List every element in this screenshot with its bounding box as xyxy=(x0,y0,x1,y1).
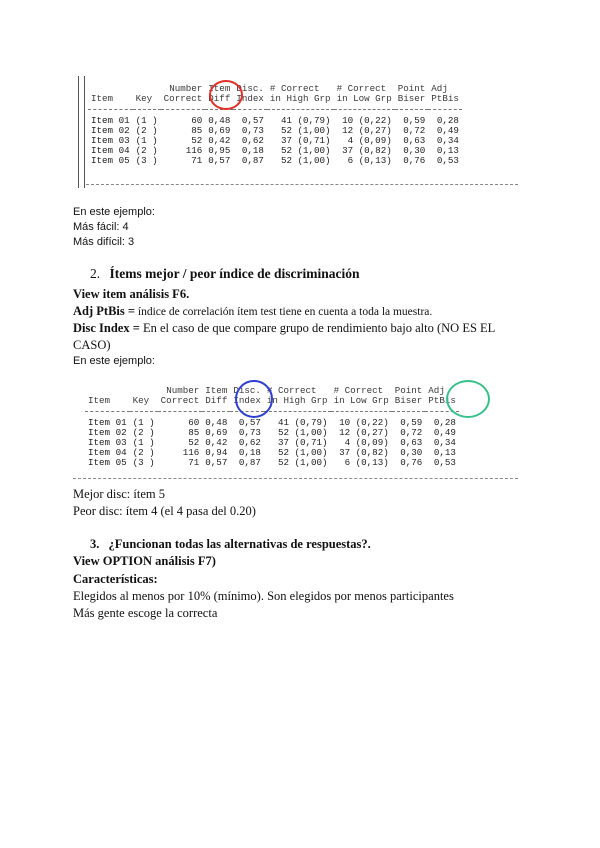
example-1-intro: En este ejemplo: xyxy=(73,206,155,218)
cell-item: Item 04 xyxy=(88,447,127,458)
cell-disc-index: 0,73 xyxy=(238,427,261,438)
table-row xyxy=(88,156,462,166)
cell-key: (1 ) xyxy=(132,417,155,428)
diff-highlight-circle xyxy=(209,80,243,110)
cell-key: (1 ) xyxy=(135,115,158,126)
header-cell: Diff xyxy=(205,395,228,406)
cell-adj-ptbis: 0,49 xyxy=(436,125,459,136)
cell-number-correct: 85 xyxy=(188,427,200,438)
table-bottom-line xyxy=(86,184,518,185)
cell-item-diff: 0,69 xyxy=(205,427,228,438)
cell-adj-ptbis: 0,13 xyxy=(433,447,456,458)
header-cell: Item xyxy=(205,385,228,396)
cell-item: Item 04 xyxy=(91,145,130,156)
cell-adj-ptbis: 0,13 xyxy=(436,145,459,156)
cell-number-correct: 71 xyxy=(191,155,203,166)
adj-ptbis-label: Adj PtBis = xyxy=(73,304,135,318)
cell-item-diff: 0,57 xyxy=(208,155,231,166)
header-cell: Correct xyxy=(163,93,203,104)
header-cell: Key xyxy=(135,93,153,104)
cell-adj-ptbis: 0,28 xyxy=(436,115,459,126)
disc-index-definition xyxy=(73,321,495,336)
cell-disc-index: 0,62 xyxy=(241,135,264,146)
cell-adj-ptbis: 0,34 xyxy=(433,437,456,448)
cell-key: (2 ) xyxy=(132,427,155,438)
header-cell: Disc. xyxy=(233,385,261,396)
cell-adj-ptbis: 0,28 xyxy=(433,417,456,428)
adj-ptbis-highlight-circle xyxy=(446,380,490,418)
cell-number-correct: 85 xyxy=(191,125,203,136)
cell-number-correct: 60 xyxy=(191,115,203,126)
cell-disc-index: 0,18 xyxy=(238,447,261,458)
disc-index-label: Disc Index = xyxy=(73,321,140,335)
disc-index-text: En el caso de que compare grupo de rendimiento bajo alto (NO ES EL xyxy=(139,321,496,335)
worst-disc-item: Peor disc: ítem 4 (el 4 pasa del 0.20) xyxy=(73,504,256,518)
cell-key: (1 ) xyxy=(132,437,155,448)
section-2-title: Ítems mejor / peor índice de discriminación xyxy=(109,266,360,281)
header-cell: Index xyxy=(233,395,261,406)
cell-low-grp: 10 (0,22) xyxy=(339,417,389,428)
table-bottom-line xyxy=(73,478,518,479)
header-cell: Correct xyxy=(160,395,200,406)
cell-disc-index: 0,87 xyxy=(238,457,261,468)
cell-number-correct: 52 xyxy=(188,437,200,448)
cell-key: (1 ) xyxy=(135,135,158,146)
cell-adj-ptbis: 0,53 xyxy=(433,457,456,468)
cell-number-correct: 52 xyxy=(191,135,203,146)
header-cell: # Correct xyxy=(333,385,384,396)
cell-item: Item 02 xyxy=(88,427,127,438)
cell-disc-index: 0,57 xyxy=(241,115,264,126)
cell-item-diff: 0,94 xyxy=(205,447,228,458)
header-cell: Adj xyxy=(431,83,448,94)
header-cell: in High Grp xyxy=(266,395,328,406)
cell-key: (3 ) xyxy=(132,457,155,468)
header-cell: Item xyxy=(91,93,114,104)
example-2-intro: En este ejemplo: xyxy=(73,355,155,367)
header-cell: in Low Grp xyxy=(333,395,389,406)
cell-low-grp: 12 (0,27) xyxy=(342,125,392,136)
cell-low-grp: 4 (0,09) xyxy=(344,437,389,448)
header-cell: Diff xyxy=(208,93,231,104)
header-cell: Item xyxy=(208,83,231,94)
features-line-1: Elegidos al menos por 10% (mínimo). Son elegidos por menos participantes xyxy=(73,589,454,603)
cell-number-correct: 116 xyxy=(185,145,203,156)
header-cell: Biser xyxy=(394,395,423,406)
cell-item: Item 01 xyxy=(91,115,130,126)
cell-adj-ptbis: 0,53 xyxy=(436,155,459,166)
section-2-number: 2. xyxy=(90,266,101,281)
cell-high-grp: 37 (0,71) xyxy=(280,135,331,146)
cell-item-diff: 0,69 xyxy=(208,125,231,136)
cell-disc-index: 0,87 xyxy=(241,155,264,166)
header-cell: in Low Grp xyxy=(336,93,392,104)
header-cell: PtBis xyxy=(428,395,456,406)
section-3-heading xyxy=(90,537,371,552)
header-cell: PtBis xyxy=(431,93,459,104)
adj-ptbis-definition xyxy=(73,304,432,319)
cell-low-grp: 37 (0,82) xyxy=(339,447,389,458)
features-label: Características: xyxy=(73,572,158,586)
cell-low-grp: 12 (0,27) xyxy=(339,427,389,438)
cell-high-grp: 52 (1,00) xyxy=(277,457,328,468)
cell-high-grp: 52 (1,00) xyxy=(277,447,328,458)
cell-disc-index: 0,57 xyxy=(238,417,261,428)
cell-key: (2 ) xyxy=(135,145,158,156)
cell-low-grp: 10 (0,22) xyxy=(342,115,392,126)
disc-index-highlight-circle xyxy=(235,380,273,418)
cell-low-grp: 37 (0,82) xyxy=(342,145,392,156)
section-3-title: ¿Funcionan todas las alternativas de respuestas?. xyxy=(108,537,371,551)
cell-item-diff: 0,95 xyxy=(208,145,231,156)
section-2-view: View item análisis F6. xyxy=(73,287,190,301)
item-analysis-table-2 xyxy=(73,378,518,482)
header-cell: Point xyxy=(397,83,426,94)
header-cell: Disc. xyxy=(236,83,264,94)
item-analysis-table-1 xyxy=(78,76,518,188)
cell-number-correct: 71 xyxy=(188,457,200,468)
cell-point-biser: 0,72 xyxy=(403,125,426,136)
disc-index-definition-cont: CASO) xyxy=(73,338,111,352)
cell-high-grp: 52 (1,00) xyxy=(280,155,331,166)
cell-low-grp: 6 (0,13) xyxy=(344,457,389,468)
cell-adj-ptbis: 0,49 xyxy=(433,427,456,438)
cell-point-biser: 0,30 xyxy=(400,447,423,458)
cell-item: Item 05 xyxy=(88,457,127,468)
header-cell: # Correct xyxy=(336,83,387,94)
cell-item: Item 03 xyxy=(88,437,127,448)
cell-point-biser: 0,63 xyxy=(400,437,423,448)
cell-key: (2 ) xyxy=(132,447,155,458)
header-cell: Biser xyxy=(397,93,426,104)
header-cell: Adj xyxy=(428,385,445,396)
section-3-view: View OPTION análisis F7) xyxy=(73,554,216,568)
header-cell: Point xyxy=(394,385,423,396)
cell-number-correct: 60 xyxy=(188,417,200,428)
table-header-row-2 xyxy=(88,94,462,104)
header-cell: # Correct xyxy=(269,83,320,94)
cell-item-diff: 0,48 xyxy=(205,417,228,428)
cell-adj-ptbis: 0,34 xyxy=(436,135,459,146)
cell-low-grp: 4 (0,09) xyxy=(347,135,392,146)
example-1-easiest: Más fácil: 4 xyxy=(73,221,129,233)
header-cell: Item xyxy=(88,395,111,406)
cell-disc-index: 0,62 xyxy=(238,437,261,448)
header-cell: Number xyxy=(169,83,203,94)
cell-item: Item 03 xyxy=(91,135,130,146)
header-cell: Index xyxy=(236,93,264,104)
cell-disc-index: 0,73 xyxy=(241,125,264,136)
example-1-hardest: Más difícil: 3 xyxy=(73,236,135,248)
cell-high-grp: 52 (1,00) xyxy=(277,427,328,438)
header-cell: Number xyxy=(166,385,200,396)
cell-high-grp: 37 (0,71) xyxy=(277,437,328,448)
header-cell: # Correct xyxy=(266,385,317,396)
cell-item-diff: 0,57 xyxy=(205,457,228,468)
cell-key: (2 ) xyxy=(135,125,158,136)
cell-point-biser: 0,63 xyxy=(403,135,426,146)
table-row xyxy=(85,458,459,468)
cell-item: Item 01 xyxy=(88,417,127,428)
cell-point-biser: 0,59 xyxy=(400,417,423,428)
cell-point-biser: 0,76 xyxy=(400,457,423,468)
section-2-heading xyxy=(90,266,359,282)
cell-item: Item 05 xyxy=(91,155,130,166)
features-line-2: Más gente escoge la correcta xyxy=(73,606,218,620)
cell-point-biser: 0,72 xyxy=(400,427,423,438)
cell-low-grp: 6 (0,13) xyxy=(347,155,392,166)
cell-point-biser: 0,30 xyxy=(403,145,426,156)
header-cell: in High Grp xyxy=(269,93,331,104)
cell-high-grp: 52 (1,00) xyxy=(280,145,331,156)
table-left-border xyxy=(78,76,85,188)
cell-item-diff: 0,42 xyxy=(205,437,228,448)
cell-high-grp: 52 (1,00) xyxy=(280,125,331,136)
adj-ptbis-text: índice de correlación ítem test tiene en cuenta a toda la muestra. xyxy=(135,306,433,318)
cell-high-grp: 41 (0,79) xyxy=(280,115,331,126)
cell-high-grp: 41 (0,79) xyxy=(277,417,328,428)
cell-point-biser: 0,59 xyxy=(403,115,426,126)
header-cell: Key xyxy=(132,395,150,406)
cell-item: Item 02 xyxy=(91,125,130,136)
cell-point-biser: 0,76 xyxy=(403,155,426,166)
section-3-number: 3. xyxy=(90,537,100,551)
cell-key: (3 ) xyxy=(135,155,158,166)
table-1-grid xyxy=(88,84,462,166)
best-disc-item: Mejor disc: ítem 5 xyxy=(73,487,165,501)
cell-number-correct: 116 xyxy=(182,447,200,458)
cell-item-diff: 0,48 xyxy=(208,115,231,126)
cell-item-diff: 0,42 xyxy=(208,135,231,146)
cell-disc-index: 0,18 xyxy=(241,145,264,156)
